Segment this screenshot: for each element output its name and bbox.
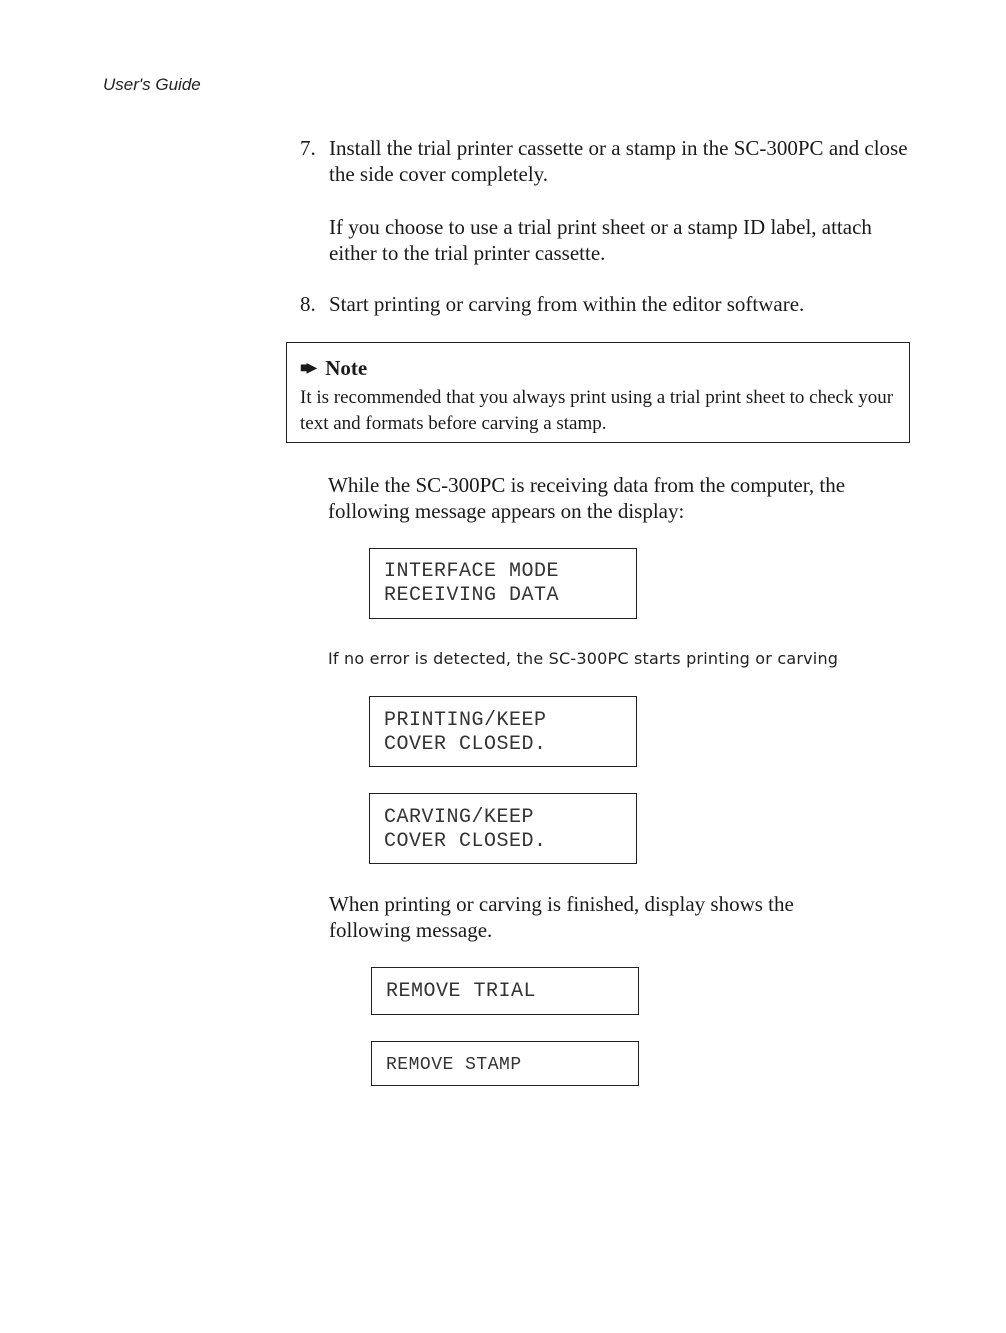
display-printing bbox=[369, 696, 637, 767]
display-interface-mode bbox=[369, 548, 637, 619]
display-line: COVER CLOSED. bbox=[384, 733, 547, 756]
receiving-intro: While the SC-300PC is receiving data from the computer, the following message appears on the display: bbox=[328, 473, 846, 523]
finished-text: When printing or carving is finished, display shows the following message. bbox=[329, 892, 794, 942]
step-text: Start printing or carving from within the editor software. bbox=[329, 292, 805, 316]
note-text: It is recommended that you always print using a trial print sheet to check your text and formats before carving a stamp. bbox=[300, 387, 894, 434]
page-header: User's Guide bbox=[103, 75, 201, 94]
display-remove-trial bbox=[371, 967, 639, 1015]
display-line: REMOVE TRIAL bbox=[386, 980, 537, 1003]
arrow-right-icon: ■▶ bbox=[300, 361, 316, 376]
display-carving bbox=[369, 793, 637, 864]
step-number: 8. bbox=[300, 292, 316, 316]
step-7-followup: If you choose to use a trial print sheet or a stamp ID label, attach either to the trial printer cassette. bbox=[329, 215, 872, 265]
display-line: INTERFACE MODE bbox=[384, 560, 560, 583]
no-error-text: If no error is detected, the SC-300PC starts printing or carving bbox=[328, 649, 839, 668]
display-line: PRINTING/KEEP bbox=[384, 709, 547, 732]
note-title: Note bbox=[325, 356, 368, 380]
display-remove-stamp bbox=[371, 1041, 639, 1086]
note-box bbox=[286, 342, 910, 443]
step-text: Install the trial printer cassette or a stamp in the SC-300PC and close the side cover completely. bbox=[329, 136, 908, 186]
display-line: CARVING/KEEP bbox=[384, 806, 535, 829]
display-line: COVER CLOSED. bbox=[384, 830, 547, 853]
display-line: RECEIVING DATA bbox=[384, 584, 560, 607]
display-line: REMOVE STAMP bbox=[386, 1055, 522, 1075]
note-heading bbox=[300, 356, 367, 381]
step-number: 7. bbox=[300, 136, 316, 160]
